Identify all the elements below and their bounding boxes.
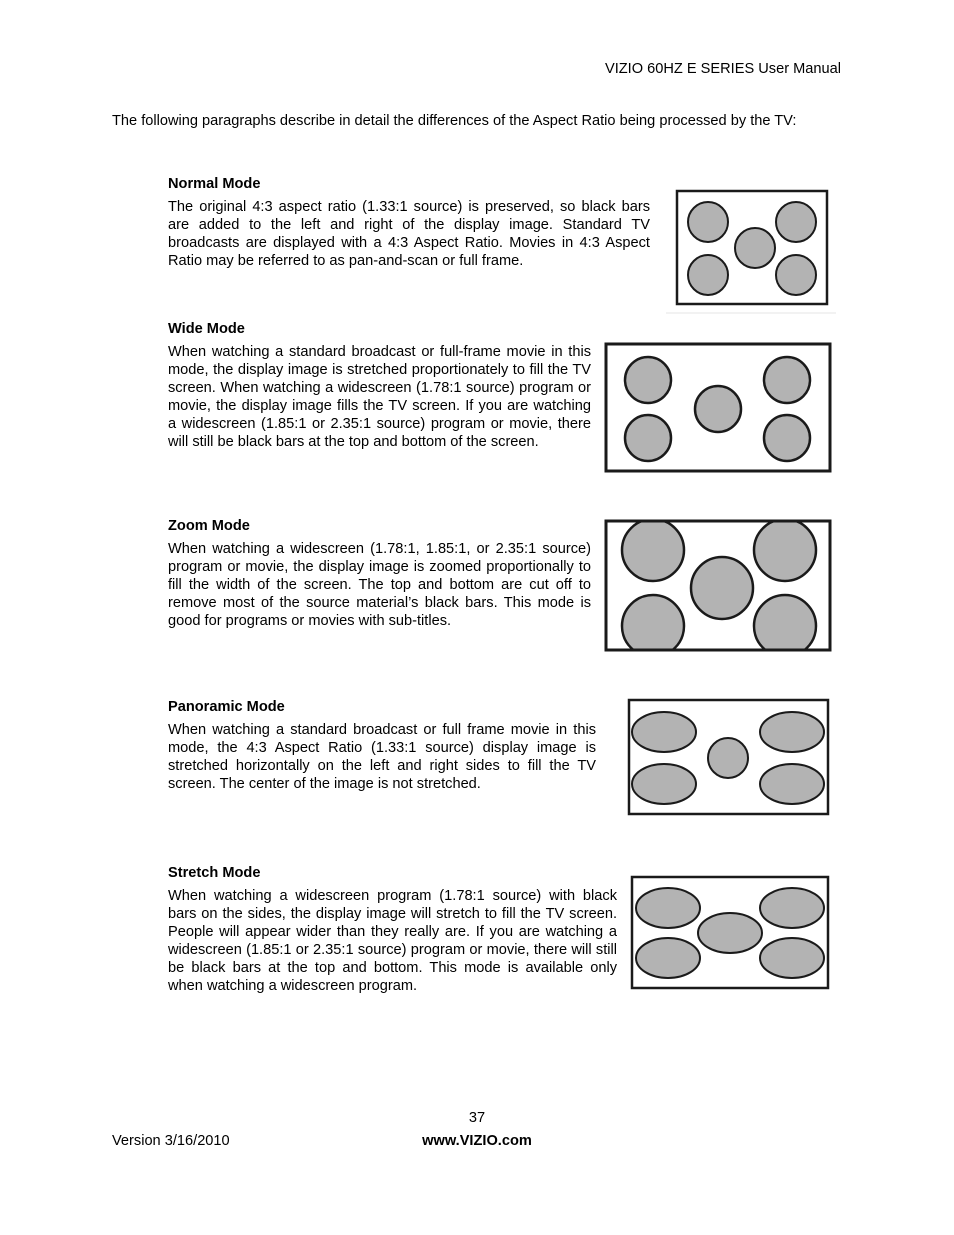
running-header: VIZIO 60HZ E SERIES User Manual [604,61,841,77]
section-heading: Normal Mode [168,176,261,192]
version-label: Version 3/16/2010 [112,1133,230,1149]
section-body: When watching a standard broadcast or full-frame movie in this mode, the display image is stretched proportionately to fill the TV screen. When watching a widescreen (1.78:1 source) program or movie, the display image fills the TV screen. If you are watching a widescreen (1.85:1 or 2.35:1 source) program or movie, there will still be black bars at the top and bottom of the screen. [168,344,591,450]
zoom-mode-diagram [604,519,832,652]
normal-mode-diagram [666,189,836,315]
section-body: When watching a widescreen (1.78:1, 1.85:1, or 2.35:1 source) program or movie, the display image is zoomed proportionally to fill the width of the screen. The top and bottom are cut off to remove most of the source material’s black bars. This mode is good for programs or movies with sub-titles. [168,541,591,629]
section-stretch-mode [168,864,617,995]
section-heading: Panoramic Mode [168,699,285,715]
website-url: www.VIZIO.com [422,1133,532,1149]
section-heading: Stretch Mode [168,865,261,881]
section-body: When watching a standard broadcast or full frame movie in this mode, the 4:3 Aspect Ratio (1.33:1 source) display image is stretched horizontally on the left and right sides to fill the TV screen. The center of the image is not stretched. [168,722,596,792]
section-wide-mode [168,320,591,451]
stretch-mode-diagram [630,875,830,990]
wide-mode-diagram [604,342,832,473]
page-number: 37 [468,1110,486,1126]
section-normal-mode [168,175,650,270]
section-body: When watching a widescreen program (1.78:1 source) with black bars on the sides, the display image will stretch to fill the TV screen. People will appear wider than they really are. If you are watching a widescreen (1.85:1 or 2.35:1 source) program or movie, there will still be black bars at the top and bottom. This mode is available only when watching a widescreen program. [168,888,617,994]
section-panoramic-mode [168,698,596,793]
intro-paragraph: The following paragraphs describe in detail the differences of the Aspect Ratio being processed by the TV: [112,113,797,129]
section-zoom-mode [168,517,591,630]
section-heading: Wide Mode [168,321,245,337]
panoramic-mode-diagram [627,698,830,816]
section-heading: Zoom Mode [168,518,250,534]
section-body: The original 4:3 aspect ratio (1.33:1 source) is preserved, so black bars are added to the left and right of the display image. Standard TV broadcasts are displayed with a 4:3 Aspect Ratio. Movies in 4:3 Aspect Ratio may be referred to as pan-and-scan or full frame. [168,199,650,269]
